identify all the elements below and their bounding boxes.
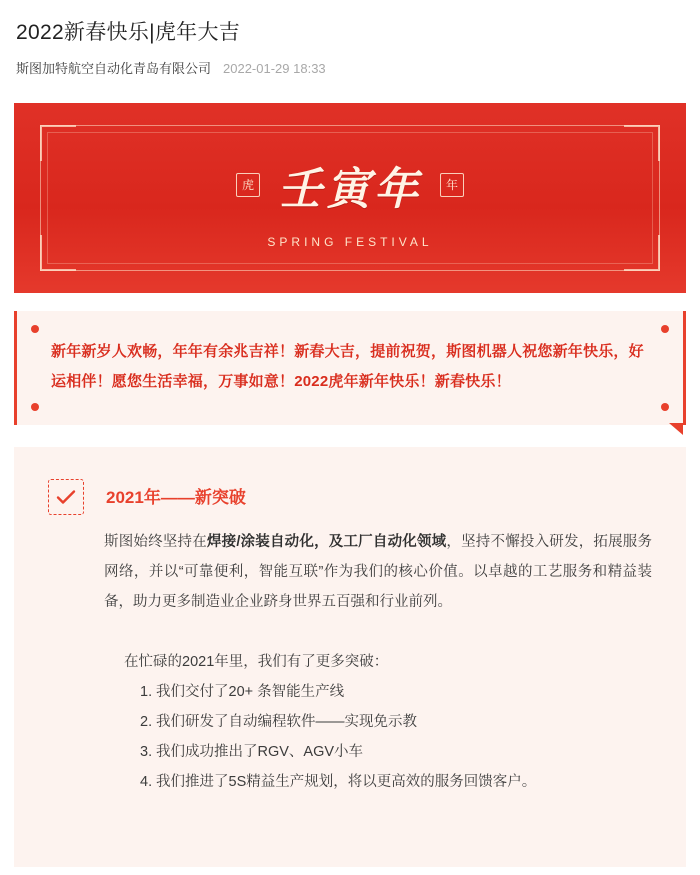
hero-content — [14, 147, 686, 249]
greeting-text: 新年新岁人欢畅，年年有余兆吉祥！新春大吉，提前祝贺，斯图机器人祝您新年快乐，好运相伴！愿您生活幸福，万事如意！2022虎年新年快乐！新春快乐！ — [51, 343, 644, 390]
article-timestamp: 2022-01-29 18:33 — [223, 61, 326, 76]
section-paragraph — [48, 527, 652, 617]
new-year-hero-banner — [14, 103, 686, 293]
tiger-seal-icon: 虎 — [236, 173, 260, 197]
hero-subtitle: SPRING FESTIVAL — [267, 235, 433, 249]
year-seal-icon: 年 — [440, 173, 464, 197]
achievements-lead: 在忙碌的2021年里，我们有了更多突破： — [124, 654, 389, 670]
page-title: 2022新春快乐|虎年大吉 — [16, 21, 241, 44]
article-meta — [14, 46, 686, 77]
list-item-number: 3. — [140, 744, 153, 760]
paragraph-emphasis: 焊接/涂装自动化，及工厂自动化领域 — [206, 534, 447, 550]
greeting-ribbon-notch — [669, 423, 683, 435]
check-icon — [48, 479, 84, 515]
hero-glyph-row — [14, 147, 686, 223]
article-author: 斯图加特航空自动化青岛有限公司 — [16, 61, 212, 76]
list-item-number: 1. — [140, 684, 153, 700]
achievements-list — [48, 677, 652, 797]
list-item — [140, 677, 652, 707]
list-item-number: 4. — [140, 774, 153, 790]
greeting-card — [14, 311, 686, 425]
list-item-label: 我们研发了自动编程软件——实现免示教 — [156, 714, 417, 730]
list-item-label: 我们成功推出了RGV、AGV小车 — [156, 744, 364, 760]
greeting-dot-bottom-right — [661, 403, 669, 411]
section-title: 2021年——新突破 — [106, 488, 246, 507]
paragraph-part-1: 斯图始终坚持在 — [104, 534, 207, 550]
greeting-dot-top-right — [661, 325, 669, 333]
list-item-label: 我们交付了20+ 条智能生产线 — [156, 684, 345, 700]
list-item-label: 我们推进了5S精益生产规划，将以更高效的服务回馈客户。 — [156, 774, 537, 790]
paragraph-part-2: ，坚持不懈投入研发，拓展服务网络，并以“可靠便利，智能互联”作为我们的核心价值。以卓越的工艺服务和精益装备，助力更多制造业企业跻身世界五百强和行业前列。 — [104, 534, 653, 610]
list-item — [140, 707, 652, 737]
list-item — [140, 767, 652, 797]
content-card — [14, 447, 686, 867]
list-item — [140, 737, 652, 767]
section-header — [48, 477, 652, 515]
article-page — [0, 16, 700, 867]
list-item-number: 2. — [140, 714, 153, 730]
hero-calligraphy: 壬寅年 — [278, 164, 422, 215]
